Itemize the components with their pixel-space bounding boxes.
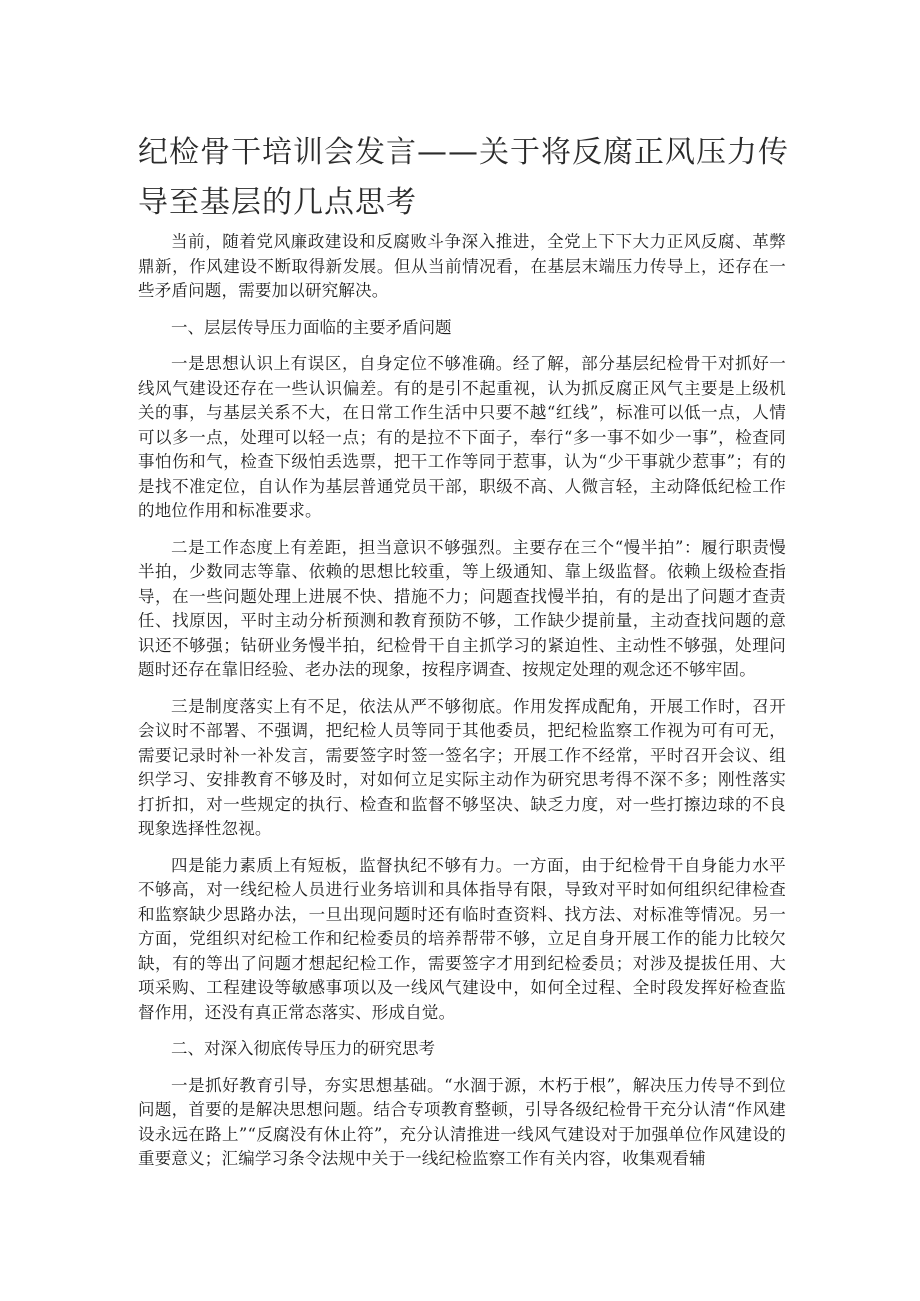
document-body (138, 230, 786, 1184)
section-2-heading: 二、对深入彻底传导压力的研究思考 (171, 1039, 435, 1058)
section-1-heading: 一、层层传导压力面临的主要矛盾问题 (171, 317, 452, 337)
section-2-paragraph-1: 一是抓好教育引导，夯实思想基础。“水涸于源，木朽于根”，解决压力传导不到位问题，首要的是解决思想问题。结合专项教育整顿，引导各级纪检骨干充分认清“作风建设永远在路上”“反腐没有休止符”，充分认清推进一线风气建设对于加强单位作风建设的重要意义；汇编学习条令法规中关于一线纪检监察工作有关内容，收集观看辅 (138, 1075, 786, 1168)
section-1-paragraph-3: 三是制度落实上有不足，依法从严不够彻底。作用发挥成配角，开展工作时，召开会议时不部署、不强调，把纪检人员等同于其他委员，把纪检监察工作视为可有可无，需要记录时补一补发言，需要签字时签一签名字；开展工作不经常，平时召开会议、组织学习、安排教育不够及时，对如何立足实际主动作为研究思考得不深不多；刚性落实打折扣，对一些规定的执行、检查和监督不够坚决、缺乏力度，对一些打擦边球的不良现象选择性忽视。 (138, 696, 786, 838)
section-1-paragraph-2: 二是工作态度上有差距，担当意识不够强烈。主要存在三个“慢半拍”：履行职责慢半拍，少数同志等靠、依赖的思想比较重，等上级通知、靠上级监督。依赖上级检查指导，在一些问题处理上进展不快、措施不力；问题查找慢半拍，有的是出了问题才查责任、找原因，平时主动分析预测和教育预防不够，工作缺少提前量，主动查找问题的意识还不够强；钻研业务慢半拍，纪检骨干自主抓学习的紧迫性、主动性不够强，处理问题时还存在靠旧经验、老办法的现象，按程序调查、按规定处理的观念还不够牢固。 (138, 537, 786, 679)
section-1-paragraph-4: 四是能力素质上有短板，监督执纪不够有力。一方面，由于纪检骨干自身能力水平不够高，对一线纪检人员进行业务培训和具体指导有限，导致对平时如何组织纪律检查和监察缺少思路办法，一旦出现问题时还有临时查资料、找方法、对标准等情况。另一方面，党组织对纪检工作和纪检委员的培养帮带不够，立足自身开展工作的能力比较欠缺，有的等出了问题才想起纪检工作，需要签字才用到纪检委员；对涉及提拔任用、大项采购、工程建设等敏感事项以及一线风气建设中，如何全过程、全时段发挥好检查监督作用，还没有真正常态落实、形成自觉。 (138, 855, 786, 1022)
intro-paragraph: 当前，随着党风廉政建设和反腐败斗争深入推进，全党上下下大力正风反腐、革弊鼎新，作风建设不断取得新发展。但从当前情况看，在基层末端压力传导上，还存在一些矛盾问题，需要加以研究解决。 (138, 232, 786, 300)
document-title: 纪检骨干培训会发言——关于将反腐正风压力传导至基层的几点思考 (138, 135, 789, 220)
section-1-paragraph-1: 一是思想认识上有误区，自身定位不够准确。经了解，部分基层纪检骨干对抓好一线风气建设还存在一些认识偏差。有的是引不起重视，认为抓反腐正风气主要是上级机关的事，与基层关系不大，在日常工作生活中只要不越“红线”，标准可以低一点，人情可以多一点，处理可以轻一点；有的是拉不下面子，奉行“多一事不如少一事”，检查同事怕伤和气，检查下级怕丢选票，把干工作等同于惹事，认为“少干事就少惹事”；有的是找不准定位，自认作为基层普通党员干部，职级不高、人微言轻，主动降低纪检工作的地位作用和标准要求。 (138, 354, 786, 520)
